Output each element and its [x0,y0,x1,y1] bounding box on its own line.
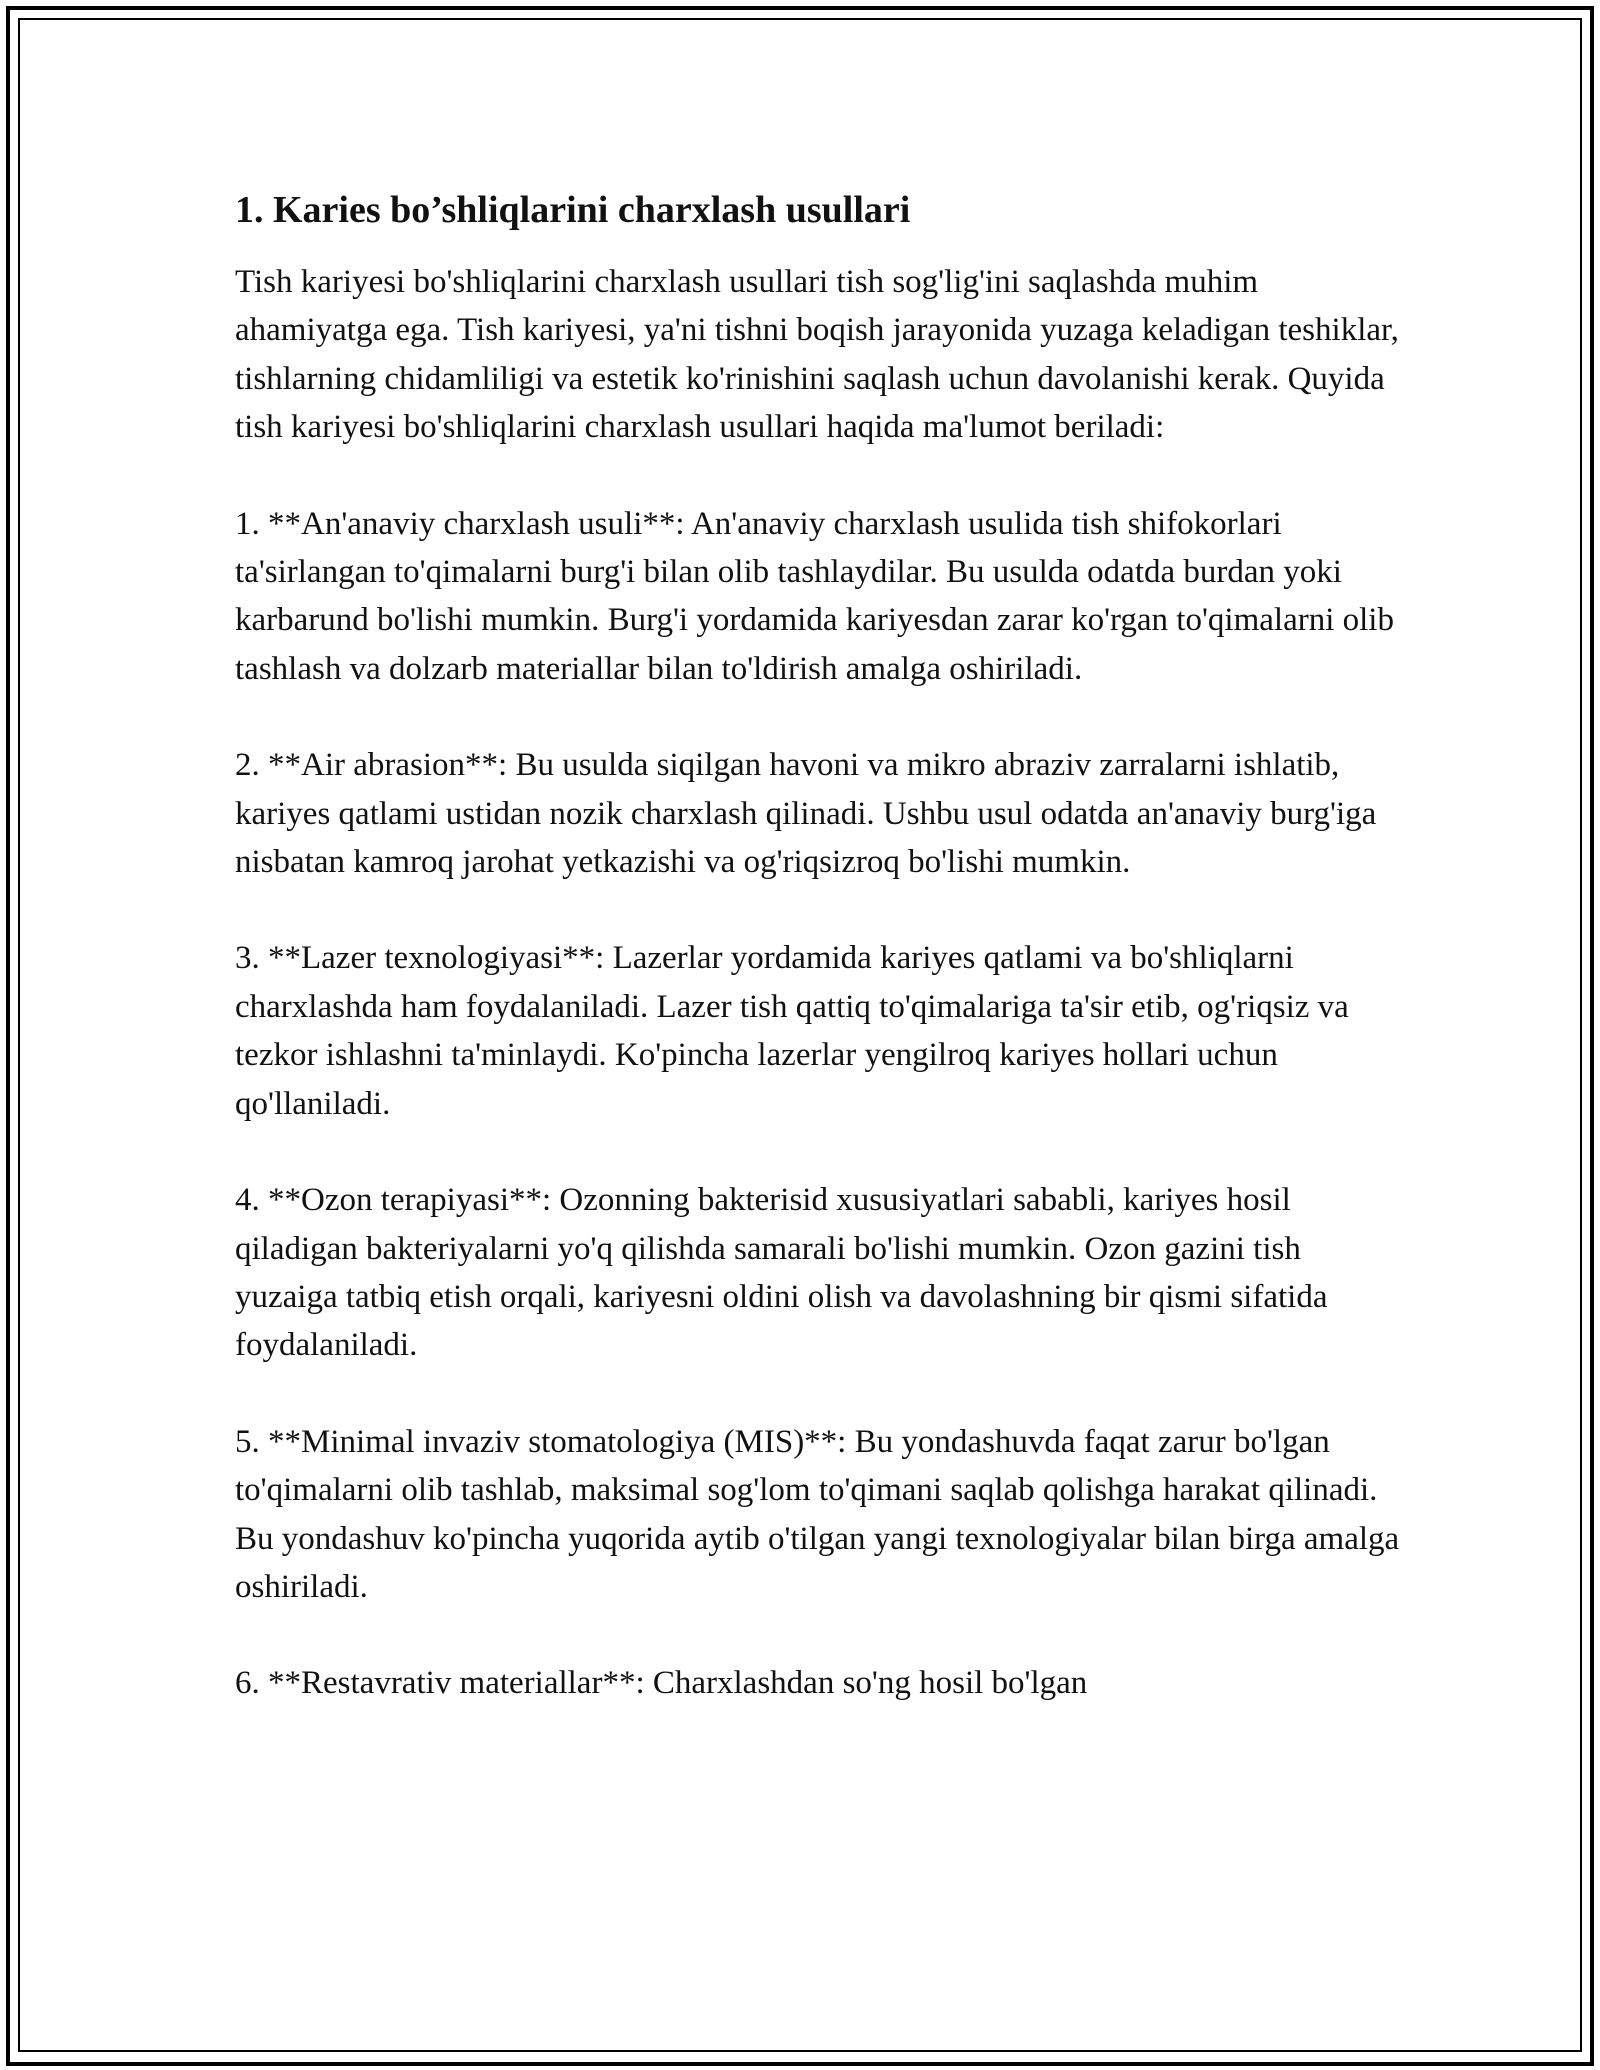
method-3-paragraph: 3. **Lazer texnologiyasi**: Lazerlar yordamida kariyes qatlami va bo'shliqlarni charxlashda ham foydalaniladi. Lazer tish qattiq to'qimalariga ta'sir etib, og'riqsiz va tezkor ishlashni ta'minlaydi. Ko'pincha lazerlar yengilroq kariyes hollari uchun qo'llaniladi. [235,940,1349,1122]
intro-paragraph: Tish kariyesi bo'shliqlarini charxlash usullari tish sog'lig'ini saqlashda muhim ahamiyatga ega. Tish kariyesi, ya'ni tishni boqish jarayonida yuzaga keladigan teshiklar, tishlarning chidamliligi va estetik ko'rinishini saqlash uchun davolanishi kerak. Quyida tish kariyesi bo'shliqlarini charxlash usullari haqida ma'lumot beriladi: [235,264,1399,446]
method-2-paragraph: 2. **Air abrasion**: Bu usulda siqilgan havoni va mikro abraziv zarralarni ishlatib, kariyes qatlami ustidan nozik charxlash qilinadi. Ushbu usul odatda an'anaviy burg'iga nisbatan kamroq jarohat yetkazishi va og'riqsizroq bo'lishi mumkin. [235,747,1377,881]
method-4-paragraph: 4. **Ozon terapiyasi**: Ozonning bakterisid xususiyatlari sababli, kariyes hosil qiladigan bakteriyalarni yo'q qilishda samarali bo'lishi mumkin. Ozon gazini tish yuzaiga tatbiq etish orqali, kariyesni oldini olish va davolashning bir qismi sifatida foydalaniladi. [235,1182,1328,1364]
section-heading: 1. Karies bo’shliqlarini charxlash usullari [235,189,911,231]
document-body [235,186,1405,1708]
method-1-paragraph: 1. **An'anaviy charxlash usuli**: An'anaviy charxlash usulida tish shifokorlari ta'sirlangan to'qimalarni burg'i bilan olib tashlaydilar. Bu usulda odatda burdan yoki karbarund bo'lishi mumkin. Burg'i yordamida kariyesdan zarar ko'rgan to'qimalarni olib tashlash va dolzarb materiallar bilan to'ldirish amalga oshiriladi. [235,505,1394,687]
method-5-paragraph: 5. **Minimal invaziv stomatologiya (MIS)**: Bu yondashuvda faqat zarur bo'lgan to'qimalarni olib tashlab, maksimal sog'lom to'qimani saqlab qolishga harakat qilinadi. Bu yondashuv ko'pincha yuqorida aytib o'tilgan yangi texnologiyalar bilan birga amalga oshiriladi. [235,1423,1400,1605]
method-6-paragraph: 6. **Restavrativ materiallar**: Charxlashdan so'ng hosil bo'lgan [235,1665,1088,1702]
